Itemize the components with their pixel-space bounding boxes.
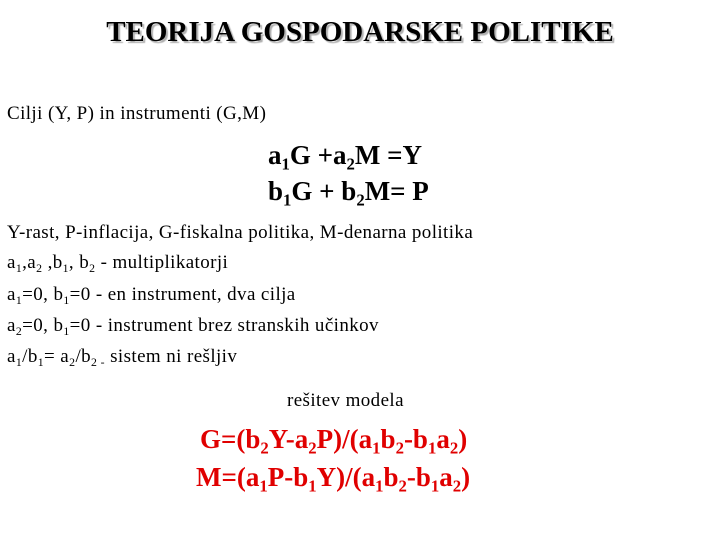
solution-g-part: P)/(a (316, 424, 373, 454)
case2-part: a (7, 315, 16, 336)
solution-g-part: G=(b (200, 424, 261, 454)
eq1-part: M =Y (354, 140, 423, 170)
solution-g-part: ) (458, 424, 468, 454)
multipliers-line (7, 252, 228, 274)
multipliers-part: ,b (42, 252, 63, 273)
case2-sub: 1 (63, 324, 70, 338)
solution-g-sub: 2 (260, 438, 269, 458)
eq1-part: a (268, 140, 282, 170)
solution-g-sub: 2 (308, 438, 317, 458)
solution-g-sub: 2 (395, 438, 404, 458)
case3-sub: 2 - (91, 355, 105, 369)
eq1-sub: 1 (281, 154, 290, 174)
solution-g-part: b (380, 424, 396, 454)
solution-m-sub: 1 (308, 476, 317, 496)
multipliers-sub: 1 (15, 261, 23, 275)
solution-g-sub: 1 (427, 438, 437, 458)
case1-sub: 1 (63, 293, 70, 307)
case1-part: a (7, 284, 16, 305)
solution-g-equation (200, 424, 468, 458)
solution-g-part: -b (403, 424, 428, 454)
solution-m-part: b (383, 462, 399, 492)
case1-part: =0 - en instrument, dva cilja (69, 284, 296, 305)
solution-g-part: a (436, 424, 450, 454)
case3-sub: 2 (69, 355, 76, 369)
solution-m-equation (196, 462, 471, 496)
multipliers-part: ,a (22, 252, 37, 273)
equation-1 (268, 140, 423, 174)
solution-m-sub: 2 (398, 476, 407, 496)
multipliers-part: - multiplikatorji (95, 252, 229, 273)
case3-part: sistem ni rešljiv (104, 346, 238, 367)
case2-sub: 2 (15, 324, 23, 338)
eq2-part: G + b (291, 176, 357, 206)
eq2-part: b (268, 176, 284, 206)
equation-2 (268, 176, 429, 210)
multipliers-sub: 1 (62, 261, 69, 275)
definitions-line: Y-rast, P-inflacija, G-fiskalna politika, M-denarna politika (7, 222, 474, 243)
multipliers-sub: 2 (36, 261, 43, 275)
solution-m-part: ) (461, 462, 471, 492)
case1-sub: 1 (15, 293, 23, 307)
multipliers-part: , b (68, 252, 90, 273)
case-two-line (7, 315, 379, 337)
case3-sub: 1 (15, 355, 23, 369)
case1-part: =0, b (22, 284, 64, 305)
solution-m-sub: 2 (452, 476, 462, 496)
case3-part: a (7, 346, 16, 367)
case2-part: =0, b (22, 315, 64, 336)
solution-m-sub: 1 (259, 476, 268, 496)
solution-label: rešitev modela (287, 390, 404, 411)
solution-m-part: a (439, 462, 453, 492)
eq2-part: M= P (364, 176, 429, 206)
case2-part: =0 - instrument brez stranskih učinkov (69, 315, 379, 336)
case3-part: /b (22, 346, 38, 367)
solution-m-sub: 1 (375, 476, 384, 496)
multipliers-part: a (7, 252, 16, 273)
eq1-sub: 2 (346, 154, 355, 174)
solution-m-part: Y)/(a (316, 462, 376, 492)
solution-g-sub: 1 (372, 438, 381, 458)
case3-part: = a (44, 346, 70, 367)
case3-part: /b (75, 346, 92, 367)
solution-m-part: P-b (267, 462, 309, 492)
solution-m-sub: 1 (430, 476, 440, 496)
eq2-sub: 2 (356, 190, 365, 210)
solution-g-sub: 2 (449, 438, 459, 458)
solution-g-part: Y-a (268, 424, 309, 454)
solution-m-part: M=(a (196, 462, 260, 492)
eq2-sub: 1 (283, 190, 292, 210)
case-one-line (7, 284, 296, 306)
case-three-line (7, 346, 237, 368)
eq1-part: G +a (289, 140, 347, 170)
slide-title: TEORIJA GOSPODARSKE POLITIKE (106, 16, 614, 48)
case3-sub: 1 (37, 355, 45, 369)
solution-m-part: -b (406, 462, 431, 492)
multipliers-sub: 2 (89, 261, 96, 275)
intro-line: Cilji (Y, P) in instrumenti (G,M) (7, 103, 267, 124)
